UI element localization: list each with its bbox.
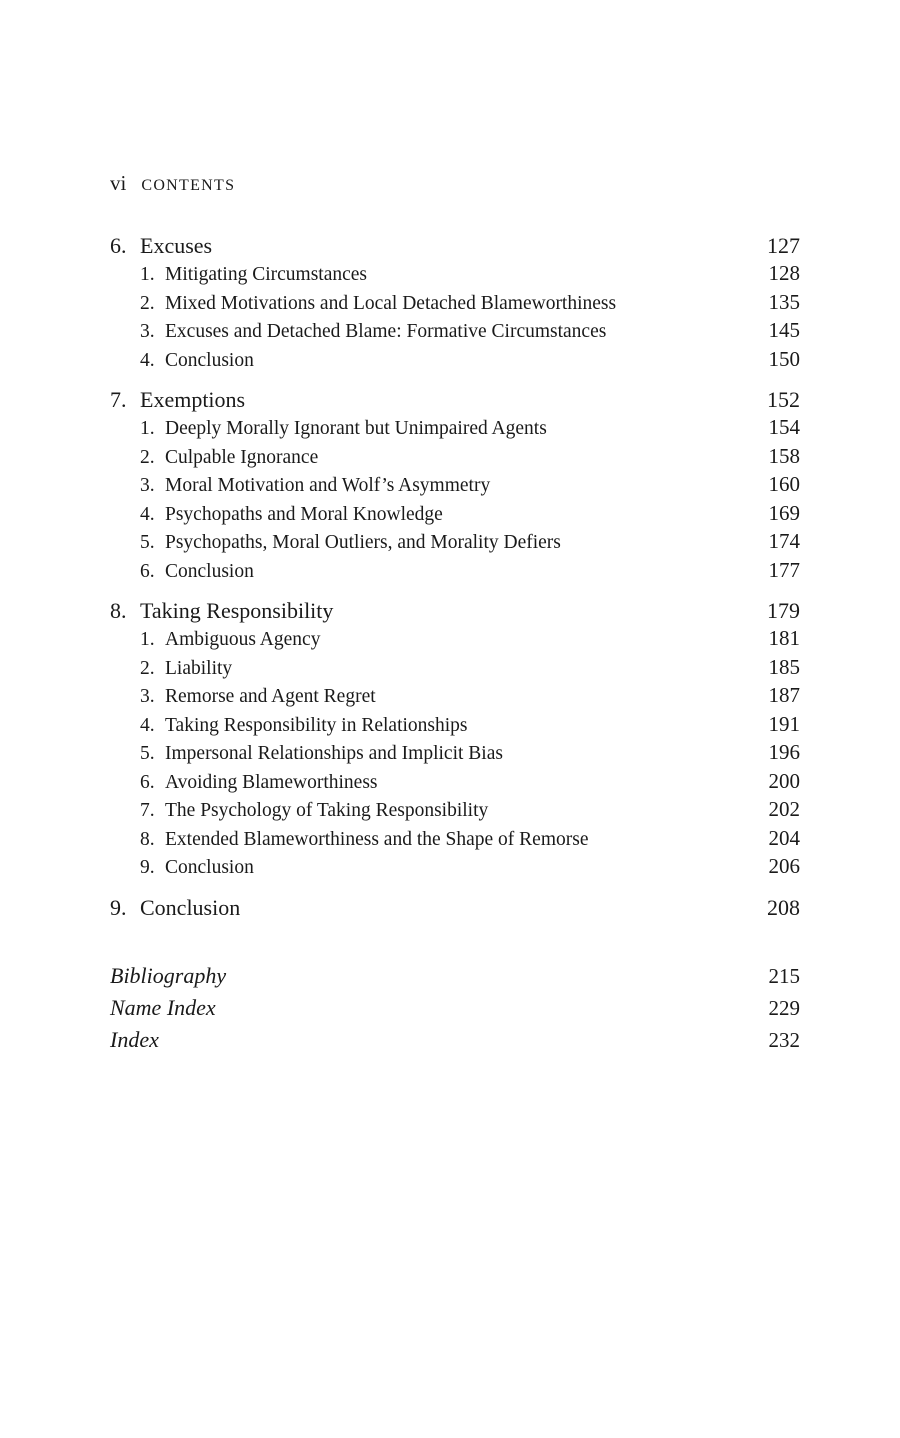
backmatter-title: Index: [110, 1026, 159, 1052]
backmatter-page: 232: [768, 1027, 800, 1052]
section-number: 6.: [140, 771, 155, 793]
section-entry[interactable]: [110, 625, 800, 654]
section-number: 5.: [140, 743, 155, 764]
section-number: 9.: [140, 857, 155, 878]
section-title: Excuses and Detached Blame: Formative Circumstances: [165, 321, 607, 342]
section-title: Psychopaths, Moral Outliers, and Morality Defiers: [165, 532, 561, 553]
table-of-contents: [110, 232, 800, 1056]
chapter-title: Exemptions: [140, 387, 246, 412]
section-number: 4.: [140, 503, 155, 525]
section-entry[interactable]: [110, 500, 800, 529]
section-number: 6.: [140, 560, 155, 582]
chapter-page: 179: [767, 598, 800, 623]
section-title: Taking Responsibility in Relationships: [165, 714, 468, 736]
section-title: Moral Motivation and Wolf’s Asymmetry: [165, 475, 491, 496]
chapter-number: 7.: [110, 387, 127, 412]
section-page: 158: [768, 443, 800, 468]
chapter-9: [110, 894, 800, 922]
chapter-number: 9.: [110, 894, 127, 920]
chapter-8: [110, 597, 800, 882]
section-page: 187: [768, 683, 800, 707]
backmatter-page: 229: [768, 995, 800, 1020]
section-page: 191: [768, 711, 800, 736]
section-entry[interactable]: [110, 289, 800, 318]
section-page: 150: [768, 346, 800, 371]
chapter-title: Taking Responsibility: [140, 598, 334, 623]
section-number: 8.: [140, 828, 155, 850]
section-number: 2.: [140, 446, 155, 468]
section-entry[interactable]: [110, 414, 800, 443]
page-folio: vi: [110, 171, 127, 195]
section-entry[interactable]: [110, 557, 800, 586]
section-title: Mixed Motivations and Local Detached Blameworthiness: [165, 292, 617, 314]
section-entry[interactable]: [110, 739, 800, 768]
backmatter-entry[interactable]: [110, 960, 800, 992]
chapter-entry[interactable]: [110, 386, 800, 414]
section-entry[interactable]: [110, 711, 800, 740]
section-page: 174: [768, 529, 800, 553]
backmatter-entry[interactable]: [110, 1024, 800, 1056]
chapter-entry[interactable]: [110, 894, 800, 922]
chapter-title: Conclusion: [140, 894, 241, 920]
section-number: 2.: [140, 657, 155, 679]
chapter-page: 152: [767, 387, 800, 412]
chapter-6: [110, 232, 800, 374]
chapter-number: 8.: [110, 598, 127, 623]
section-entry[interactable]: [110, 528, 800, 557]
section-title: Conclusion: [165, 857, 254, 878]
section-page: 204: [768, 825, 800, 850]
section-number: 1.: [140, 264, 155, 285]
section-page: 202: [768, 797, 800, 821]
section-entry[interactable]: [110, 471, 800, 500]
section-title: Liability: [165, 657, 233, 679]
chapter-entry[interactable]: [110, 232, 800, 260]
section-title: Ambiguous Agency: [165, 629, 321, 650]
section-entry[interactable]: [110, 768, 800, 797]
section-title: Impersonal Relationships and Implicit Bias: [165, 743, 503, 764]
section-entry[interactable]: [110, 654, 800, 683]
section-number: 2.: [140, 292, 155, 314]
backmatter-entry[interactable]: [110, 992, 800, 1024]
section-entry[interactable]: [110, 682, 800, 711]
section-entry[interactable]: [110, 317, 800, 346]
backmatter-page: 215: [768, 963, 800, 988]
section-page: 145: [768, 318, 800, 342]
section-page: 200: [768, 768, 800, 793]
section-page: 177: [768, 557, 800, 582]
section-page: 160: [768, 472, 800, 496]
backmatter: [110, 960, 800, 1056]
chapter-entry[interactable]: [110, 597, 800, 625]
section-page: 154: [768, 415, 800, 439]
running-head-title: CONTENTS: [141, 177, 236, 194]
section-page: 206: [768, 854, 800, 878]
section-page: 181: [768, 626, 800, 650]
backmatter-title: Bibliography: [110, 962, 227, 988]
section-title: Conclusion: [165, 560, 254, 582]
backmatter-title: Name Index: [110, 994, 216, 1020]
section-entry[interactable]: [110, 260, 800, 289]
section-title: Extended Blameworthiness and the Shape of Remorse: [165, 828, 589, 850]
chapter-page: 208: [767, 894, 800, 920]
section-number: 1.: [140, 629, 155, 650]
section-title: Culpable Ignorance: [165, 446, 319, 468]
section-title: Avoiding Blameworthiness: [165, 771, 378, 793]
section-title: Conclusion: [165, 349, 254, 371]
chapter-number: 6.: [110, 233, 127, 258]
section-page: 169: [768, 500, 800, 525]
section-number: 7.: [140, 800, 155, 821]
section-entry[interactable]: [110, 825, 800, 854]
section-number: 4.: [140, 714, 155, 736]
section-entry[interactable]: [110, 853, 800, 882]
section-title: Mitigating Circumstances: [165, 264, 368, 285]
chapter-page: 127: [767, 233, 800, 258]
section-entry[interactable]: [110, 346, 800, 375]
chapter-title: Excuses: [140, 233, 213, 258]
section-entry[interactable]: [110, 796, 800, 825]
section-number: 1.: [140, 418, 155, 439]
running-head: [110, 170, 235, 199]
section-title: Remorse and Agent Regret: [165, 686, 376, 707]
section-title: Deeply Morally Ignorant but Unimpaired Agents: [165, 418, 547, 439]
chapter-7: [110, 386, 800, 585]
section-number: 5.: [140, 532, 155, 553]
section-number: 3.: [140, 686, 155, 707]
section-number: 3.: [140, 321, 155, 342]
section-page: 196: [768, 740, 800, 764]
section-page: 185: [768, 654, 800, 679]
section-number: 3.: [140, 475, 155, 496]
section-page: 128: [768, 261, 800, 285]
section-title: The Psychology of Taking Responsibility: [165, 800, 489, 821]
section-number: 4.: [140, 349, 155, 371]
section-page: 135: [768, 289, 800, 314]
section-title: Psychopaths and Moral Knowledge: [165, 503, 443, 525]
section-entry[interactable]: [110, 443, 800, 472]
